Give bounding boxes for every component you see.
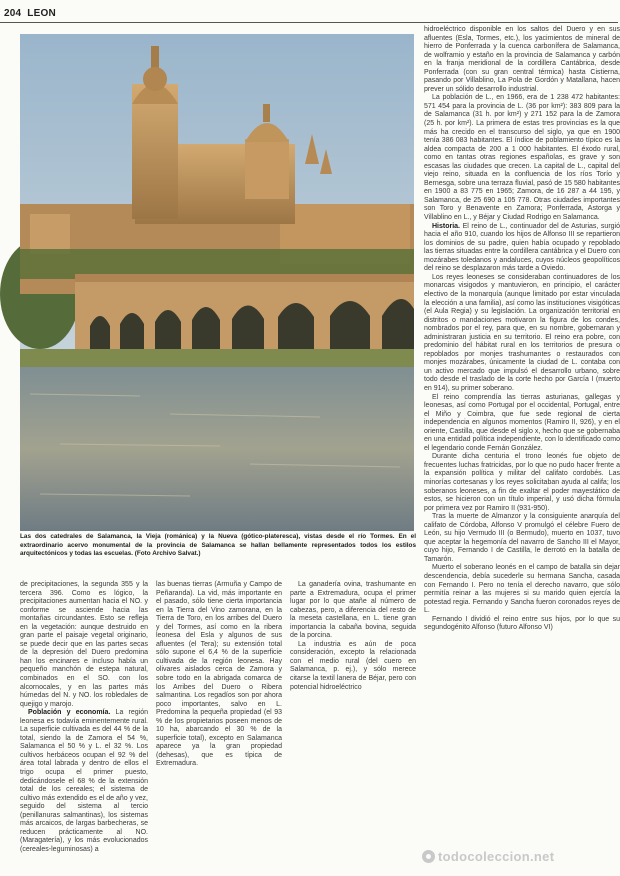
watermark (422, 848, 612, 864)
caption-credit: (Foto Archivo Salvat.) (134, 550, 201, 558)
header-rule (0, 22, 618, 23)
history-heading: Historia. (432, 222, 461, 230)
paragraph: de precipitaciones, la segunda 355 y la tercera 396. Como es lógico, la precipitaciones aumentan hacia el NO. y conforme se asciende hacia las montañas circundantes. Esto se refleja en la vegetación: aunque destruido en gran parte el paisaje vegetal originario, se puede decir que en las partes secas de la depresión del Duero predomina han los encinares e incluso había un pequeño manchón de estepa natural, combinados en el SO. con los alcornocales, y en las partes más húmedas del N. y NO. los robledales de quejigo y marojo. (20, 581, 148, 708)
section-paragraph (20, 709, 148, 854)
section-heading: Población y economía. (28, 709, 111, 717)
paragraph: La población de L., en 1966, era de 1 238 472 habitantes: 571 454 para la provincia de L. (36 por km²): 383 809 para la de Salamanca (31 h. por km²) y 271 152 para la de Zamora (25 h. por km²). La primera de estas tres provincias es la que más ha crecido en el transcurso del siglo, ya que en 1900 tenía 386 083 habitantes. El índice de poblamiento típico es la aldea compacta de 200 a 1 000 habitantes. El éxodo rural, como en tantas otras regiones españolas, es grave y son escasas las ciudades que crecen. La capital de L., capital del viejo reino, situada en la confluencia de los ríos Torío y Bernesga, sobre una terraza fluvial, pasó de 15 580 habitantes en 1900 a 83 775 en 1965; Zamora, de 16 287 a 44 195, y Salamanca, de 25 690 a 105 778. Otras ciudades importantes son Toro y Benavente en Zamora; Ponferrada, Astorga y Villablino en L., y Béjar y Ciudad Rodrigo en Salamanca. (424, 94, 620, 222)
paragraph: La ganadería ovina, trashumante en parte a Extremadura, ocupa el primer lugar por lo que atañe al número de cabezas, pero, a diferencia del resto de la meseta castellana, en L. tiene gran importancia la cabaña bovina, seguida de la porcina. (290, 581, 416, 640)
watermark-logo-icon (422, 850, 435, 863)
running-title: LEON (27, 7, 56, 19)
paragraph: hidroeléctrico disponible en los saltos del Duero y en sus afluentes (Esla, Tormes, etc.), los yacimientos de mineral de hierro de Ponferrada y la cuenca carbonífera de Salamanca, de wolframio y estaño en la provincia de Salamanca y carbón en la franja meridional de la cordillera Cantábrica, desde Ponferrada (con su gran central térmica) hasta Cistierna, pasando por Villablino, La Pola de Gordón y Matallana, hacen prever un sólido desarrollo industrial. (424, 26, 620, 93)
text-column-1 (20, 581, 148, 853)
text-column-3 (290, 581, 416, 807)
section-body: La región leonesa es todavía eminentemente rural. La superficie cultivada es del 44 % de la total, siendo la de Zamora el 54 %, Salamanca el 50 % y L. el 32 %. Los cultivos herbáceos ocupan el 92 % del área total labrada y dentro de ellos el trigo ocupa el primer puesto, dedicándosele el 68 % de la extensión total de los cereales; el sistema de cultivo más extendido es el de año y vez, seguido del sistema al tercio (penillanuras salmantinas), los sistemas más arcaicos, de largas barbecheras, se reducen prácticamente al NO. (Maragatería), y los más evolucionados (cereales-leguminosas) a (20, 709, 148, 853)
page-number: 204 (4, 7, 22, 19)
paragraph: Durante dicha centuria el trono leonés fue objeto de frecuentes luchas fratricidas, por lo que no pudo hacer frente a la expansión política y militar del califato cordobés. Las minorías cortesanas y los reyes solicitaban ayuda al califa; los soberanos leoneses, a fin de exaltar el poder mayestático de estos, se hicieron con un título imperial, y usó dicha fórmula por primera vez por Ramiro II (931-950). (424, 453, 620, 512)
watermark-text: todocoleccion.net (438, 848, 555, 864)
text-column-2 (156, 581, 282, 807)
paragraph: Muerto el soberano leonés en el campo de batalla sin dejar descendencia, debía sucederle su hermana Sancha, casada con Fernando I. Pero no tenía el derecho navarro, que sólo permitía reinar a las mujeres si su marido quien ejercía la potestad regia. Fernando y Sancha fueron coronados reyes de L. (424, 564, 620, 615)
paragraph: El reino comprendía las tierras asturianas, gallegas y leonesas, así como Portugal por el occidental, Portugal, entre el Miño y Coimbra, que fue sede regional de cierta independencia en algunos momentos (Ramiro II, 926), y en el oriente, Castilla, que desde el siglo x, hecho que se gobernaba en una entidad política independiente, con lo identificado como el legendario conde Fernán González. (424, 393, 620, 452)
caption-text: Las dos catedrales de Salamanca, la Vieja (románica) y la Nueva (gótico-plateresca), vistas desde el río Tormes. En el extraordinario acervo monumental de la provincia de Salamanca se hallan bellamente representados todos los estilos arquitectónicos y todas las escuelas. (20, 533, 416, 558)
paragraph: las buenas tierras (Armuña y Campo de Peñaranda). La vid, más importante en el pasado, sólo tiene cierta importancia en la Tierra del Vino zamorana, en la Tierra de Toro, en los arribes del Duero y del Tormes, así como en la ribera leonesa del Esla y algunos de sus afluentes (el Tera); su extensión total sólo supone el 6,4 % de la superficie cultivada de la región leonesa. Hay olivares aislados cerca de Zamora y sobre todo en la abrigada comarca de los Arribes del Duero o Ribera salmantina. Los regadíos son por ahora poco importantes, salvo en L. Predomina la pequeña propiedad (el 93 % de los propietarios poseen menos de 10 ha, abarcando el 30 % de la superficie total), excepto en Salamanca aparece ya la gran propiedad (dehesas), que es típica de Extremadura. (156, 581, 282, 768)
paragraph: La industria es aún de poca consideración, excepto la relacionada con el medio rural (del cuero en Salamanca, p. ej.), y sólo merece citarse la textil lanera de Béjar, pero con potencial hidroeléctrico (290, 640, 416, 691)
text-column-right (424, 26, 620, 816)
cathedral-photo (20, 34, 414, 531)
photo-caption (20, 533, 416, 559)
page-header (4, 6, 56, 20)
paragraph: Los reyes leoneses se consideraban continuadores de los monarcas visigodos y mantuvieron, en principio, el carácter electivo de la monarquía (aunque limitado por estar vinculada la elección a una familia), así como las instituciones visigóticas (el Aula Regia) y su legislación. La organización territorial en distritos o mandaciones motivaron la figura de los condes, nombrados por el rey, para que, en su nombre, gobernaran y administraran justicia en su territorio. El reino era pobre, con predominio del hábitat rural en los territorios de presura o repoblados por monjes trashumantes o restaurados con monjes mozárabes, únicamente la ciudad de L. contaba con un activo mercado que impulsó el desarrollo urbano, sobre todo desde el traslado de la corte hecho por García I (muerto en 914), su primer soberano. (424, 273, 620, 392)
history-paragraph (424, 223, 620, 274)
history-intro: El reino de L., continuador del de Asturias, surgió hacia el año 910, cuando los hijos de Alfonso III se repartieron los dominios de su padre, quien había ocupado y repoblado las tierras situadas entre la cordillera cantábrica y el Duero con mozárabes toledanos y andaluces, cuyos núcleos geopolíticos del reino se desplazaron más tarde a Oviedo. (424, 222, 620, 273)
paragraph: Fernando I dividió el reino entre sus hijos, por lo que su segundogénito Alfonso (futuro Alfonso VI) (424, 615, 620, 632)
cathedral-photo-illustration (20, 34, 414, 531)
paragraph: Tras la muerte de Almanzor y la consiguiente anarquía del califato de Córdoba, Alfonso V promulgó el célebre Fuero de León, su hijo Vermudo III (o Bermudo), muerto en 1037, tuvo que aceptar la hegemonía del navarro de Sancho III el Mayor, cuyo hijo, Fernando I de Castilla, le derrotó en la batalla de Tamarón. (424, 513, 620, 563)
